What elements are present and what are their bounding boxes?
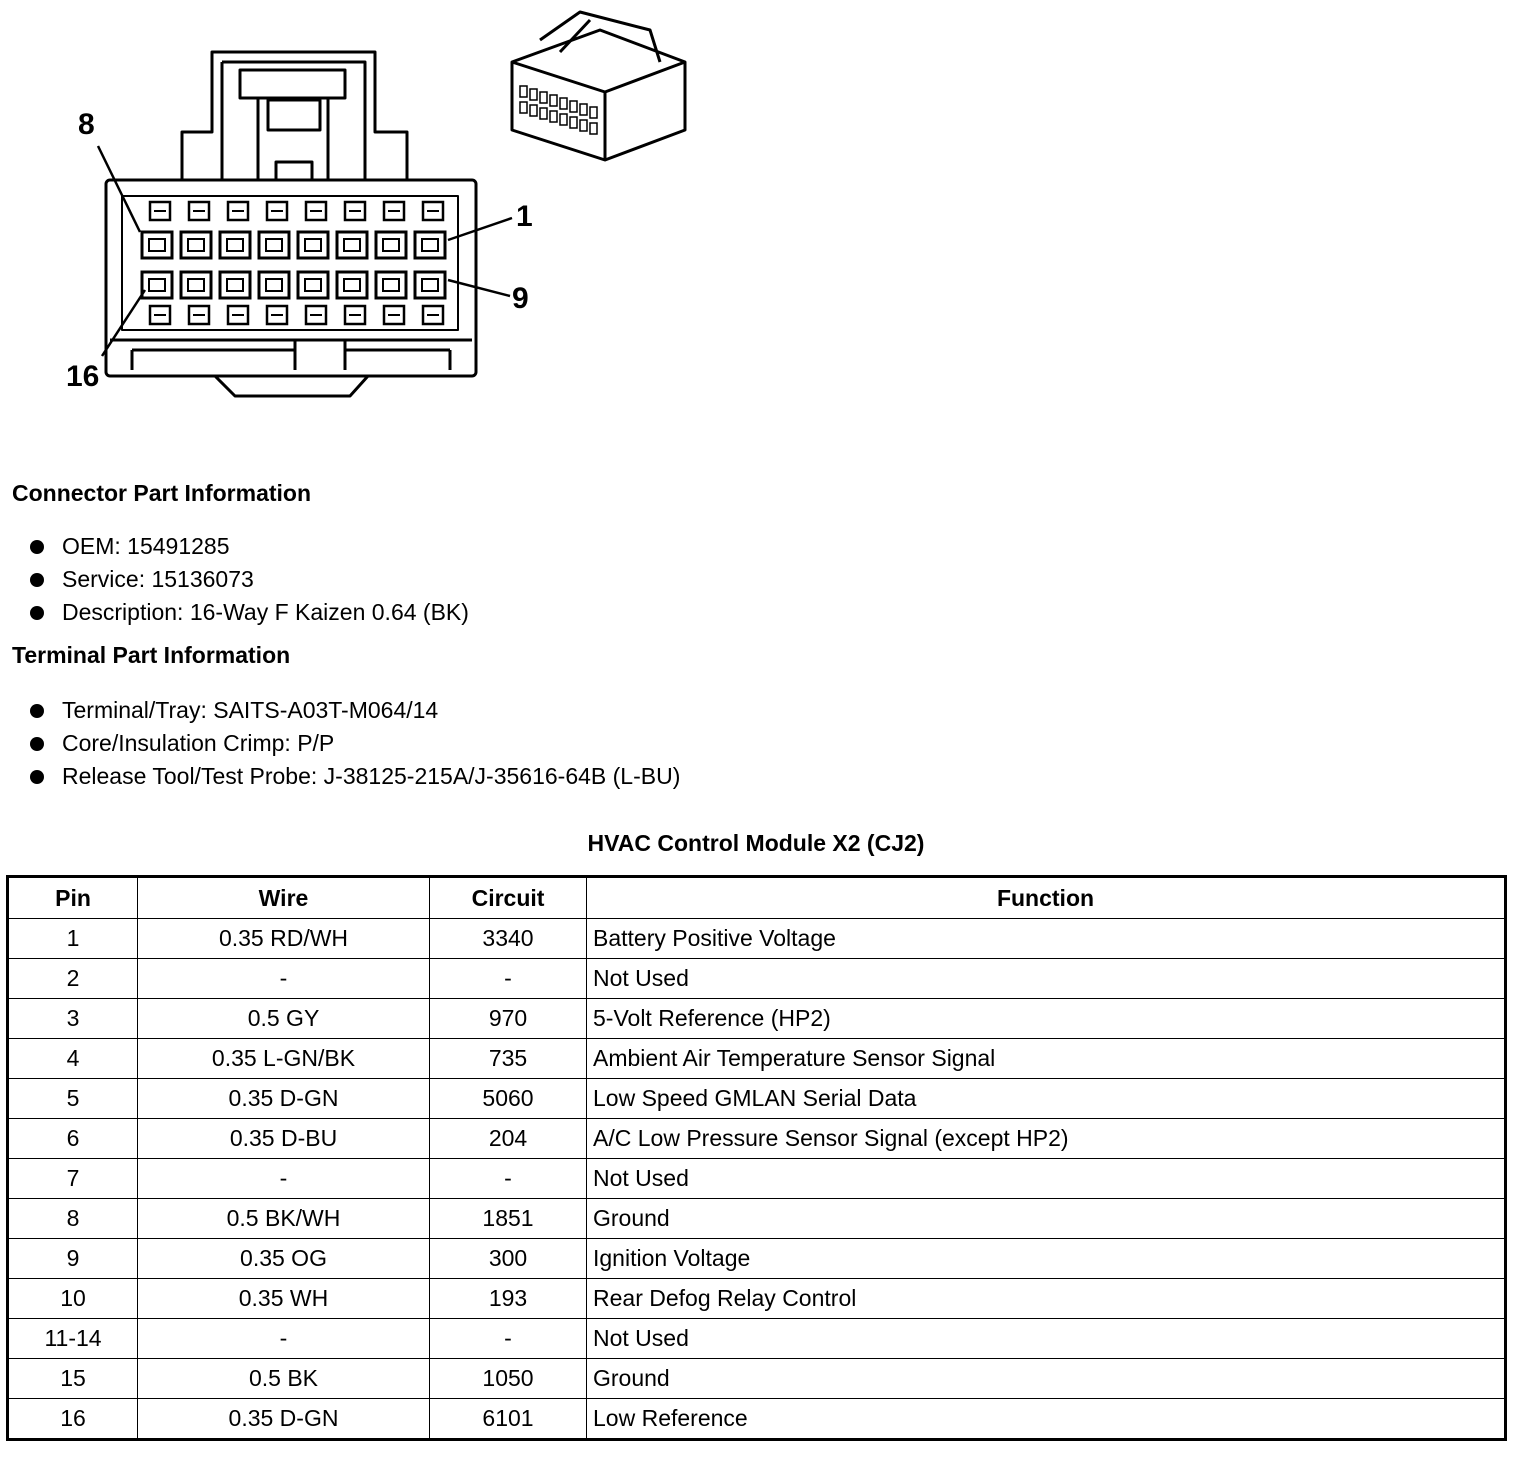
function-cell: Low Speed GMLAN Serial Data [587, 1079, 1506, 1119]
lock-window [189, 306, 209, 324]
pinout-table [6, 875, 1507, 1441]
lock-window [423, 202, 443, 220]
table-row [8, 1039, 1506, 1079]
pin-cavity [376, 272, 406, 298]
pin-cavity [259, 232, 289, 258]
circuit-cell: - [430, 1319, 587, 1359]
lock-window [306, 306, 326, 324]
pin-cavity [142, 232, 172, 258]
wire-cell: 0.35 RD/WH [138, 919, 430, 959]
pin-cavity [220, 232, 250, 258]
function-cell: Ignition Voltage [587, 1239, 1506, 1279]
mini-cavity [520, 102, 527, 113]
lock-window [189, 202, 209, 220]
mini-cavity [580, 104, 587, 115]
terminal-info-list [30, 694, 680, 793]
pin-cell: 3 [8, 999, 138, 1039]
wire-cell: 0.5 BK [138, 1359, 430, 1399]
pin-cell: 16 [8, 1399, 138, 1440]
mini-cavity [560, 98, 567, 109]
table-row [8, 1319, 1506, 1359]
table-row [8, 1239, 1506, 1279]
circuit-cell: - [430, 959, 587, 999]
table-row [8, 1359, 1506, 1399]
function-cell: Rear Defog Relay Control [587, 1279, 1506, 1319]
pin-cavity [259, 272, 289, 298]
pin-cell: 4 [8, 1039, 138, 1079]
bullet-icon [30, 737, 44, 751]
table-row [8, 1079, 1506, 1119]
pin-cavity [298, 232, 328, 258]
pin-cavity [220, 272, 250, 298]
header-circuit: Circuit [430, 877, 587, 919]
table-row [8, 999, 1506, 1039]
bullet-icon [30, 704, 44, 718]
pin-cavity [415, 272, 445, 298]
circuit-cell: 300 [430, 1239, 587, 1279]
callout-pin-1: 1 [516, 200, 533, 233]
pin-cell: 9 [8, 1239, 138, 1279]
mini-cavity [540, 108, 547, 119]
function-cell: Low Reference [587, 1399, 1506, 1440]
wire-cell: - [138, 1159, 430, 1199]
mini-cavity [530, 105, 537, 116]
lock-window [267, 306, 287, 324]
circuit-cell: 193 [430, 1279, 587, 1319]
connector-description: Description: 16-Way F Kaizen 0.64 (BK) [62, 599, 469, 625]
circuit-cell: 1050 [430, 1359, 587, 1399]
mini-cavity [570, 101, 577, 112]
circuit-cell: 5060 [430, 1079, 587, 1119]
mini-cavity [580, 120, 587, 131]
circuit-cell: 735 [430, 1039, 587, 1079]
mini-cavity [550, 95, 557, 106]
wire-cell: 0.35 D-BU [138, 1119, 430, 1159]
wire-cell: 0.35 D-GN [138, 1079, 430, 1119]
circuit-cell: 1851 [430, 1199, 587, 1239]
lock-window [150, 306, 170, 324]
pin-cavity [376, 232, 406, 258]
wire-cell: 0.35 D-GN [138, 1399, 430, 1440]
lock-window [306, 202, 326, 220]
circuit-cell: 970 [430, 999, 587, 1039]
mini-cavity [570, 117, 577, 128]
connector-diagram [0, 0, 700, 410]
list-item [30, 530, 469, 563]
callout-pin-9: 9 [512, 282, 529, 315]
mini-cavity [590, 123, 597, 134]
terminal-tray: Terminal/Tray: SAITS-A03T-M064/14 [62, 697, 439, 723]
table-row [8, 1399, 1506, 1440]
pin-cell: 5 [8, 1079, 138, 1119]
table-row [8, 1119, 1506, 1159]
function-cell: Ground [587, 1359, 1506, 1399]
table-row [8, 919, 1506, 959]
lock-window [384, 306, 404, 324]
function-cell: A/C Low Pressure Sensor Signal (except HP2) [587, 1119, 1506, 1159]
circuit-cell: - [430, 1159, 587, 1199]
lock-window [267, 202, 287, 220]
header-wire: Wire [138, 877, 430, 919]
callout-pin-8: 8 [78, 108, 95, 141]
pin-cavity [337, 232, 367, 258]
mini-cavity [530, 89, 537, 100]
function-cell: Not Used [587, 1319, 1506, 1359]
bullet-icon [30, 770, 44, 784]
circuit-cell: 3340 [430, 919, 587, 959]
table-row [8, 1159, 1506, 1199]
connector-info-heading: Connector Part Information [12, 480, 312, 506]
lock-window [345, 306, 365, 324]
list-item [30, 760, 680, 793]
pin-cell: 8 [8, 1199, 138, 1239]
lock-window [384, 202, 404, 220]
pin-cell: 11-14 [8, 1319, 138, 1359]
wire-cell: 0.35 WH [138, 1279, 430, 1319]
oem-part-number: OEM: 15491285 [62, 533, 230, 559]
pin-cell: 2 [8, 959, 138, 999]
mini-cavity [540, 92, 547, 103]
connector-info-list [30, 530, 469, 629]
function-cell: Ambient Air Temperature Sensor Signal [587, 1039, 1506, 1079]
wire-cell: 0.35 L-GN/BK [138, 1039, 430, 1079]
list-item [30, 563, 469, 596]
pin-cavity [415, 232, 445, 258]
bullet-icon [30, 540, 44, 554]
mini-cavity [590, 107, 597, 118]
mini-cavity [520, 86, 527, 97]
pin-cavity [181, 272, 211, 298]
lock-window [345, 202, 365, 220]
table-row [8, 1199, 1506, 1239]
pin-cell: 1 [8, 919, 138, 959]
wire-cell: - [138, 959, 430, 999]
crimp-type: Core/Insulation Crimp: P/P [62, 730, 335, 756]
circuit-cell: 6101 [430, 1399, 587, 1440]
pin-cell: 15 [8, 1359, 138, 1399]
list-item [30, 694, 680, 727]
bullet-icon [30, 606, 44, 620]
pin-cell: 7 [8, 1159, 138, 1199]
wire-cell: 0.5 BK/WH [138, 1199, 430, 1239]
service-part-number: Service: 15136073 [62, 566, 254, 592]
table-header-row [8, 877, 1506, 919]
table-row [8, 959, 1506, 999]
pin-cell: 10 [8, 1279, 138, 1319]
callout-pin-16: 16 [66, 360, 100, 393]
function-cell: 5-Volt Reference (HP2) [587, 999, 1506, 1039]
lock-window [423, 306, 443, 324]
wire-cell: 0.5 GY [138, 999, 430, 1039]
function-cell: Battery Positive Voltage [587, 919, 1506, 959]
function-cell: Not Used [587, 959, 1506, 999]
wire-cell: - [138, 1319, 430, 1359]
header-pin: Pin [8, 877, 138, 919]
pin-cavity [142, 272, 172, 298]
lock-window [228, 202, 248, 220]
pin-cavity [298, 272, 328, 298]
function-cell: Not Used [587, 1159, 1506, 1199]
pin-cavity [337, 272, 367, 298]
function-cell: Ground [587, 1199, 1506, 1239]
mini-cavity [550, 111, 557, 122]
header-function: Function [587, 877, 1506, 919]
terminal-info-heading: Terminal Part Information [12, 642, 291, 668]
release-tool: Release Tool/Test Probe: J-38125-215A/J-35616-64B (L-BU) [62, 763, 681, 789]
lock-window [150, 202, 170, 220]
circuit-cell: 204 [430, 1119, 587, 1159]
table-row [8, 1279, 1506, 1319]
pin-cavity [181, 232, 211, 258]
mini-cavity [560, 114, 567, 125]
list-item [30, 727, 680, 760]
table-title: HVAC Control Module X2 (CJ2) [587, 830, 925, 856]
list-item [30, 596, 469, 629]
bullet-icon [30, 573, 44, 587]
lock-window [228, 306, 248, 324]
pin-cell: 6 [8, 1119, 138, 1159]
wire-cell: 0.35 OG [138, 1239, 430, 1279]
